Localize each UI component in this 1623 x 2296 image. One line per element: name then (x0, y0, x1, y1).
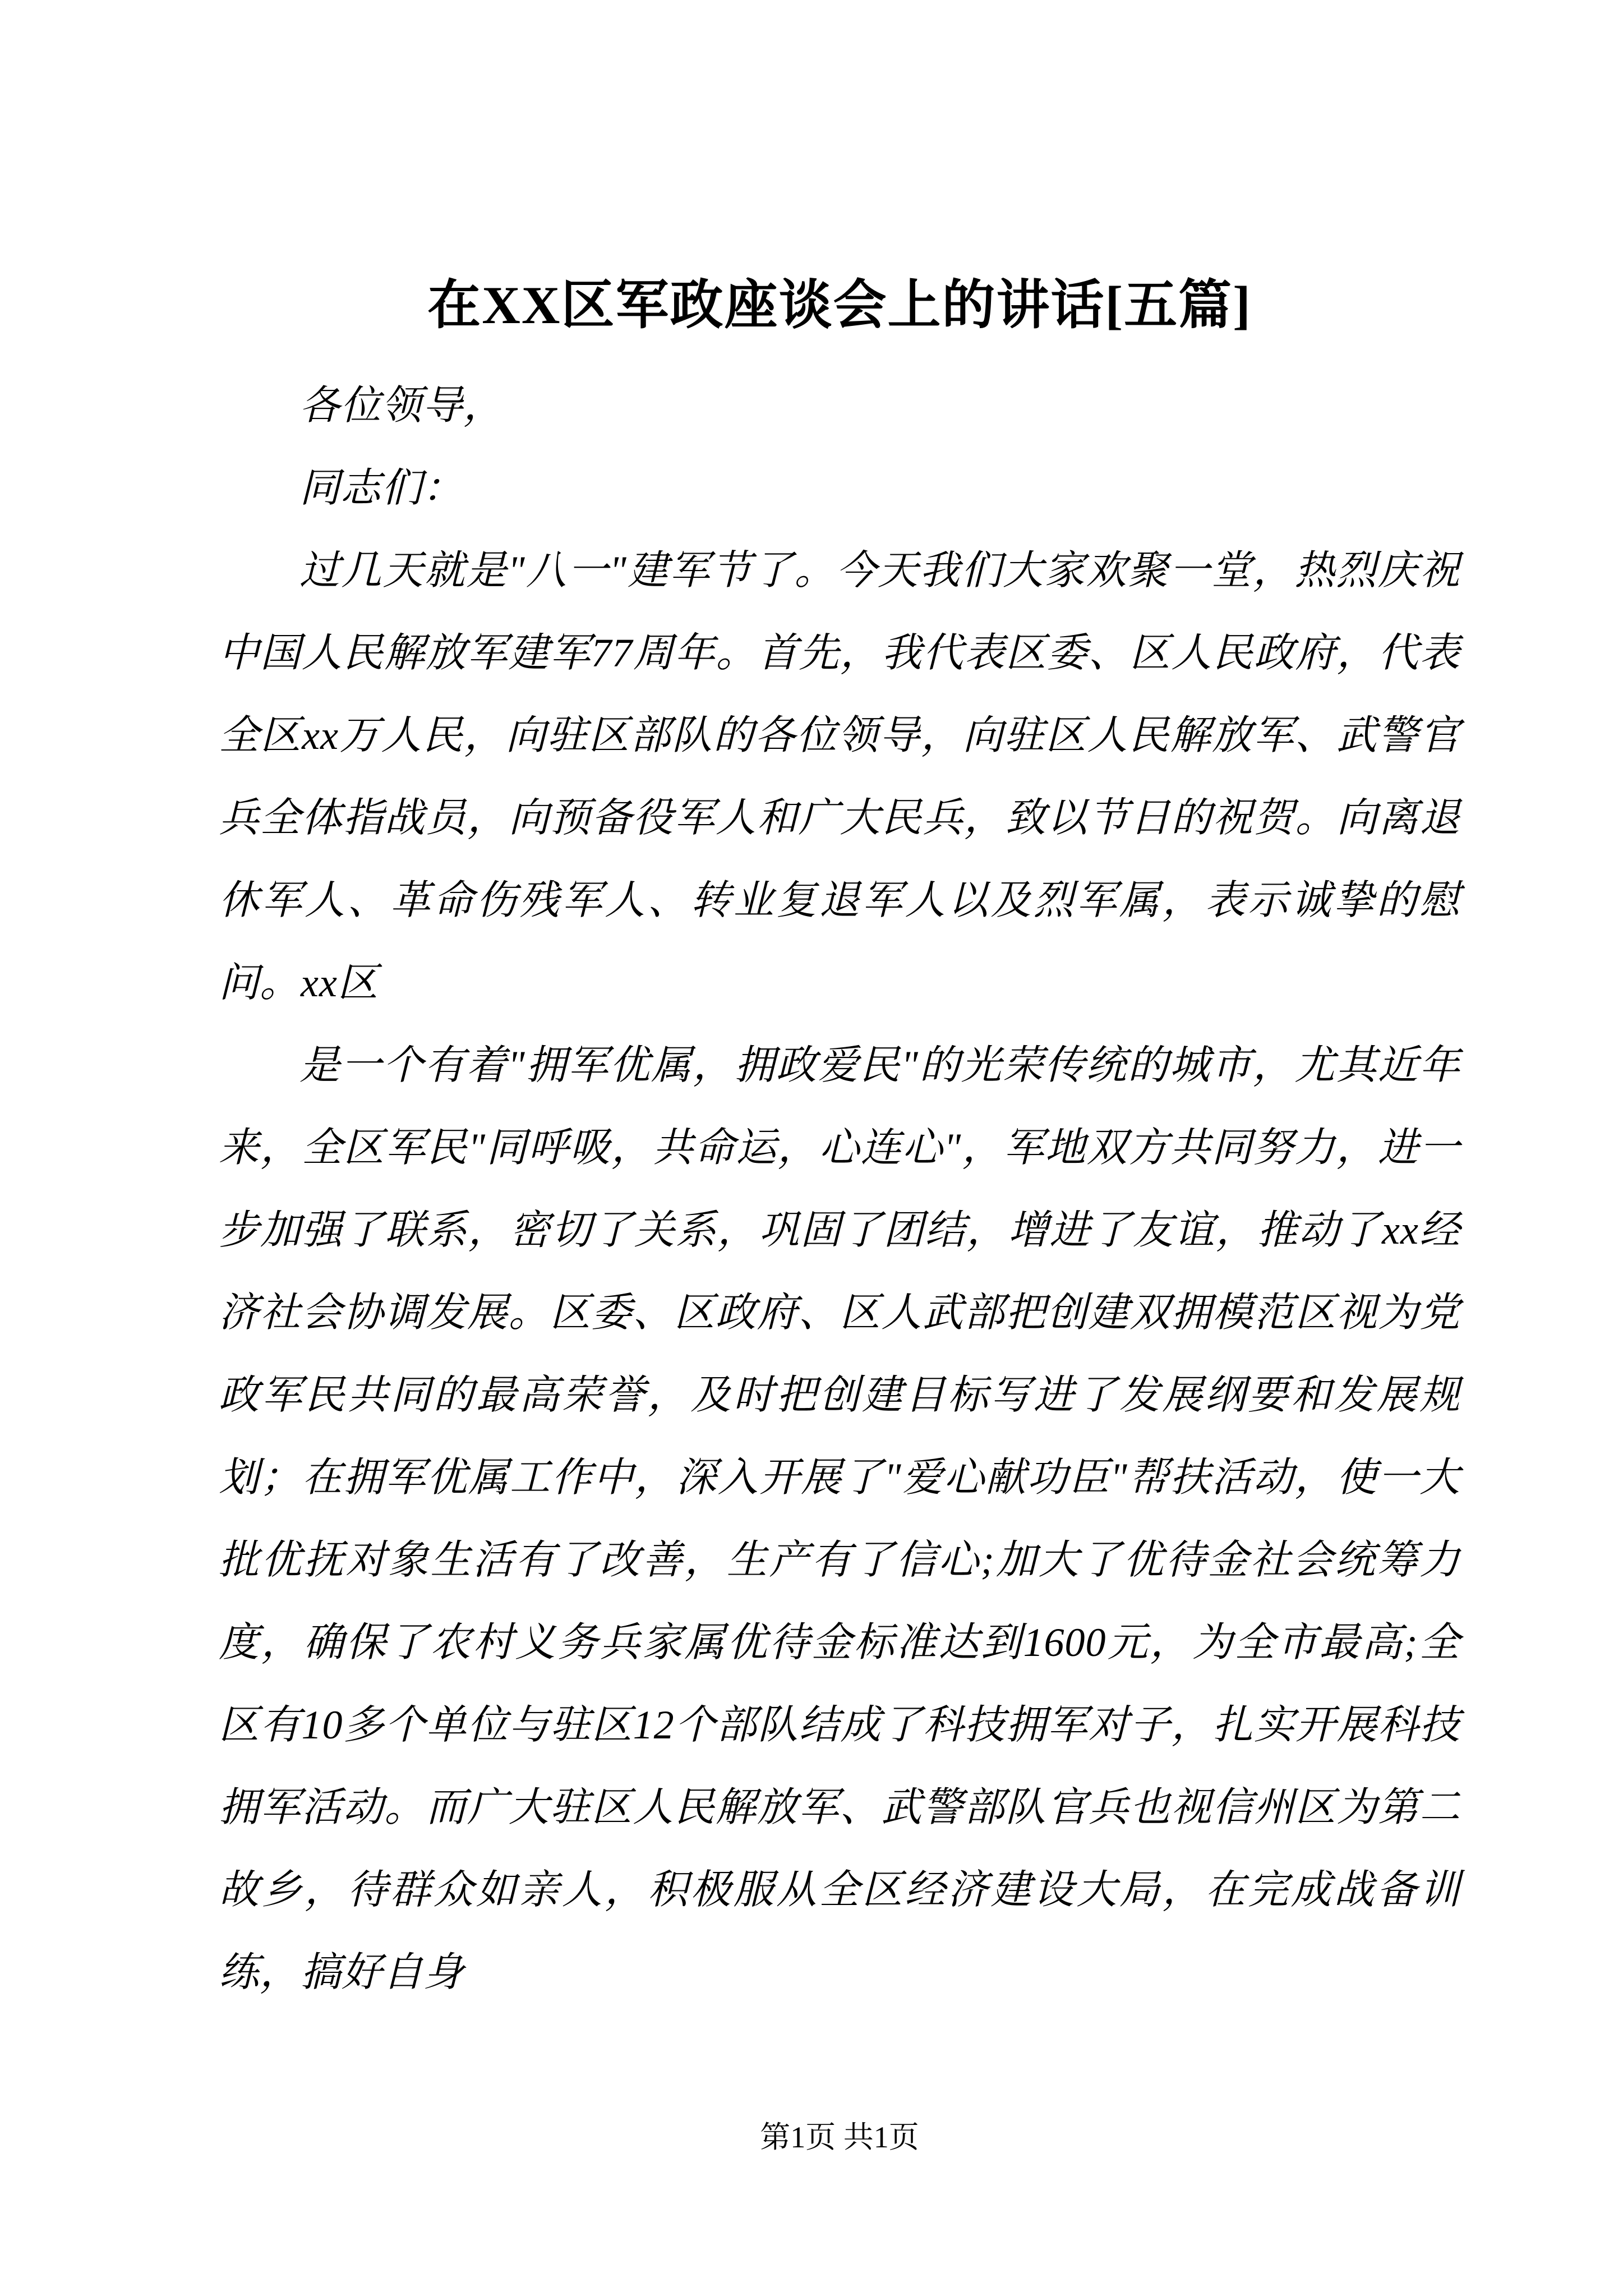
paragraph-2: 是一个有着"拥军优属，拥政爱民"的光荣传统的城市，尤其近年来，全区军民"同呼吸，共命运，心连心"，军地双方共同努力，进一步加强了联系，密切了关系，巩固了团结，增进了友谊，推动了xx经济社会协调发展。区委、区政府、区人武部把创建双拥模范区视为党政军民共同的最高荣誉，及时把创建目标写进了发展纲要和发展规划；在拥军优属工作中，深入开展了"爱心献功臣"帮扶活动，使一大批优抚对象生活有了改善，生产有了信心;加大了优待金社会统筹力度，确保了农村义务兵家属优待金标准达到1600元，为全市最高;全区有10多个单位与驻区12个部队结成了科技拥军对子，扎实开展科技拥军活动。而广大驻区人民解放军、武警部队官兵也视信州区为第二故乡，待群众如亲人，积极服从全区经济建设大局，在完成战备训练，搞好自身 (219, 1043, 1460, 1995)
document-title: 在XX区军政座谈会上的讲话[五篇] (427, 275, 1252, 335)
document-content (219, 268, 1460, 2014)
salutation-comrades: 同志们： (299, 466, 464, 510)
page-number-label: 第1页 共1页 (760, 2120, 919, 2154)
page-footer (219, 2119, 1460, 2155)
paragraph-1: 过几天就是"八一"建军节了。今天我们大家欢聚一堂，热烈庆祝中国人民解放军建军77周年。首先，我代表区委、区人民政府，代表全区xx万人民，向驻区部队的各位领导，向驻区人民解放军、武警官兵全体指战员，向预备役军人和广大民兵，致以节日的祝贺。向离退休军人、革命伤残军人、转业复退军人以及烈军属，表示诚挚的慰问。xx区 (219, 548, 1460, 1005)
document-body (219, 365, 1460, 2014)
salutation-leaders: 各位领导， (299, 383, 505, 428)
